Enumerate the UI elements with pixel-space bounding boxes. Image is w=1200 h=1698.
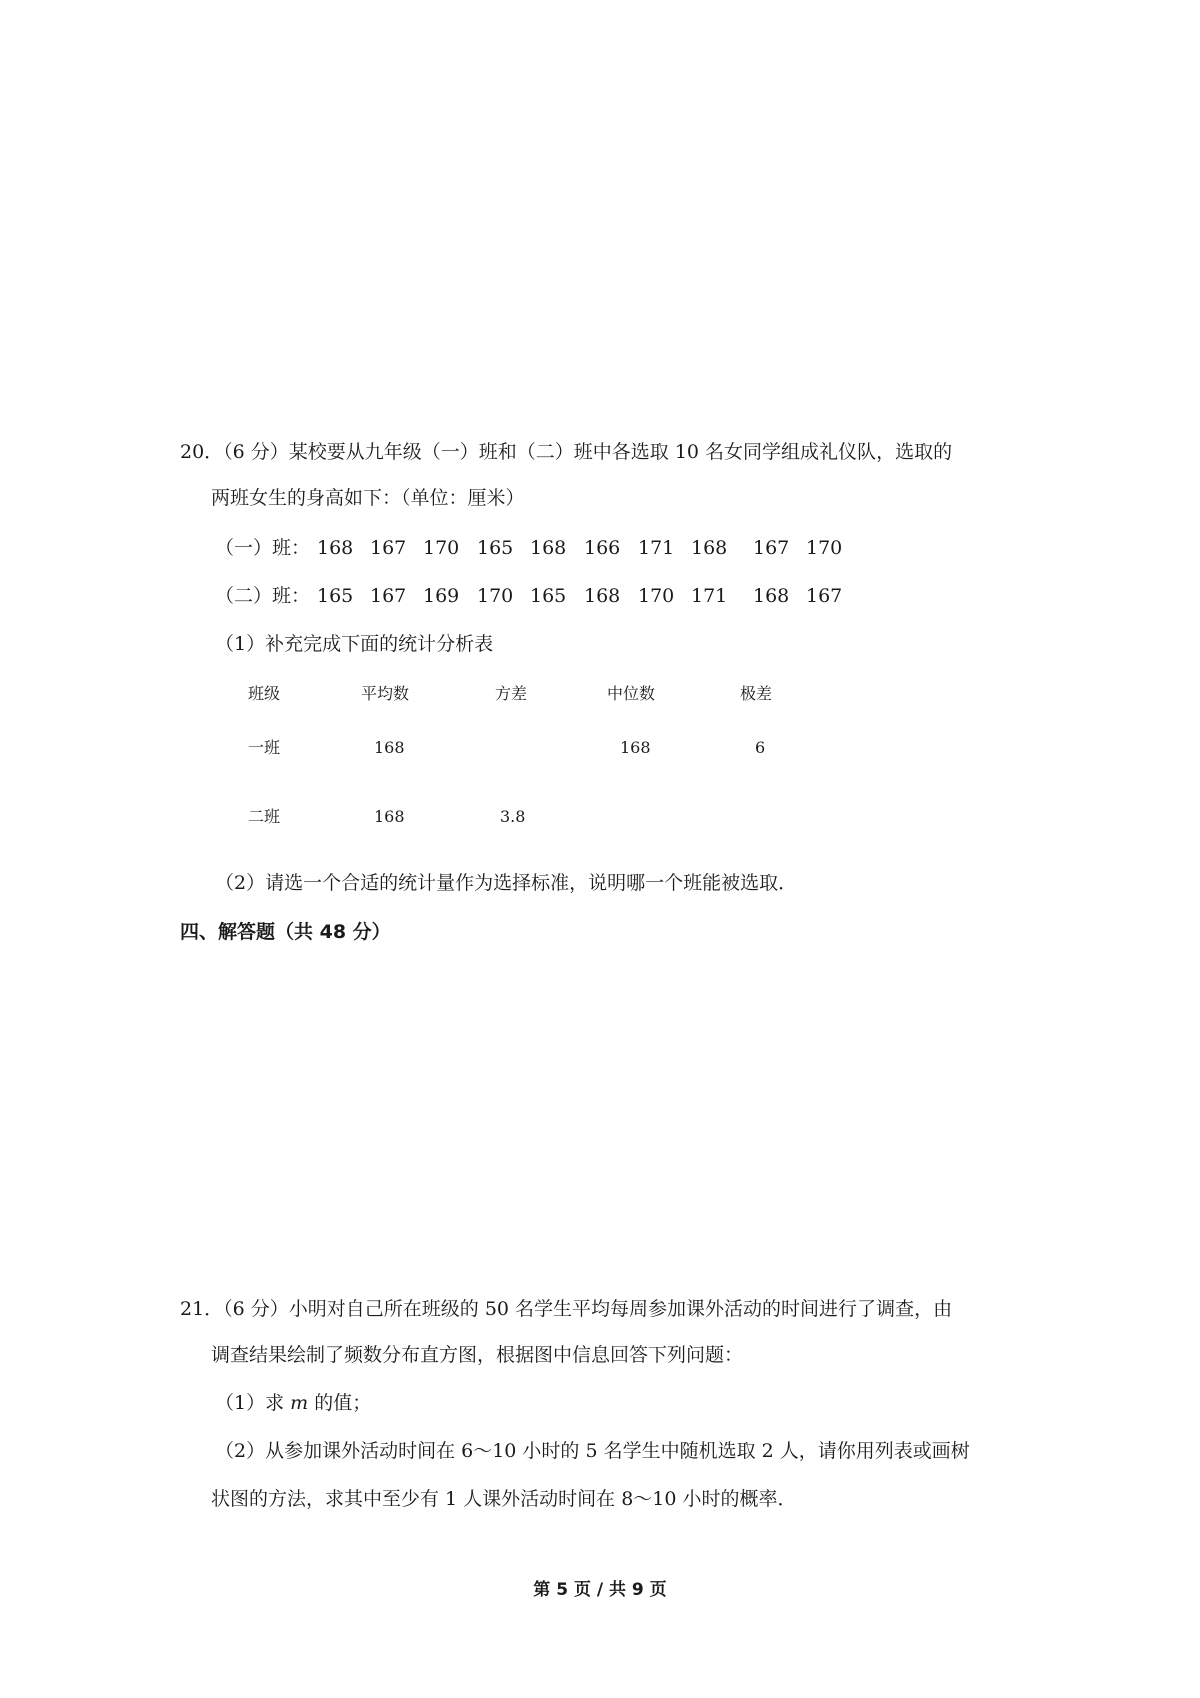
class1-value: 170 bbox=[423, 537, 460, 559]
section-heading: 四、解答题（共 48 分） bbox=[180, 921, 391, 943]
table-header: 极差 bbox=[740, 684, 773, 703]
table-cell: 168 bbox=[374, 738, 405, 757]
class1-value: 166 bbox=[584, 537, 621, 559]
class1-value: 171 bbox=[638, 537, 675, 559]
class1-value: 167 bbox=[370, 537, 407, 559]
table-cell: 168 bbox=[374, 807, 405, 826]
class2-value: 167 bbox=[370, 585, 407, 607]
q21-stem-line2: 调查结果绘制了频数分布直方图，根据图中信息回答下列问题： bbox=[211, 1344, 744, 1366]
class1-value: 168 bbox=[317, 537, 354, 559]
class1-value: 168 bbox=[530, 537, 567, 559]
table-header: 平均数 bbox=[361, 684, 410, 703]
class1-value: 165 bbox=[477, 537, 514, 559]
class2-value: 168 bbox=[584, 585, 621, 607]
class2-label: （二）班： bbox=[215, 585, 311, 607]
q21-sub1-pre: （1）求 bbox=[215, 1392, 291, 1414]
table-cell: 3.8 bbox=[500, 807, 526, 826]
table-header: 中位数 bbox=[607, 684, 656, 703]
class1-value: 170 bbox=[806, 537, 843, 559]
table-cell: 6 bbox=[755, 738, 766, 757]
q21-sub2-line1: （2）从参加课外活动时间在 6～10 小时的 5 名学生中随机选取 2 人，请你用列表或画树 bbox=[215, 1440, 970, 1462]
table-cell: 168 bbox=[620, 738, 651, 757]
q21-sub1-variable: m bbox=[290, 1392, 309, 1414]
table-header: 方差 bbox=[495, 684, 528, 703]
class2-value: 170 bbox=[638, 585, 675, 607]
class2-value: 171 bbox=[691, 585, 728, 607]
q21-stem-line1: 21．（6 分）小明对自己所在班级的 50 名学生平均每周参加课外活动的时间进行了调查，由 bbox=[180, 1298, 953, 1320]
class2-value: 170 bbox=[477, 585, 514, 607]
table-cell: 二班 bbox=[248, 807, 281, 826]
class2-value: 168 bbox=[753, 585, 790, 607]
q20-stem-line1: 20．（6 分）某校要从九年级（一）班和（二）班中各选取 10 名女同学组成礼仪队，选取的 bbox=[180, 441, 953, 463]
q21-sub2-line2: 状图的方法，求其中至少有 1 人课外活动时间在 8～10 小时的概率． bbox=[211, 1488, 797, 1510]
q21-sub1-post: 的值； bbox=[308, 1392, 372, 1414]
class2-value: 167 bbox=[806, 585, 843, 607]
class2-value: 169 bbox=[423, 585, 460, 607]
q20-sub2: （2）请选一个合适的统计量作为选择标准，说明哪一个班能被选取． bbox=[215, 872, 798, 894]
class1-value: 168 bbox=[691, 537, 728, 559]
class1-label: （一）班： bbox=[215, 537, 311, 559]
table-header: 班级 bbox=[248, 684, 281, 703]
class2-value: 165 bbox=[317, 585, 354, 607]
class1-value: 167 bbox=[753, 537, 790, 559]
q20-stem-line2: 两班女生的身高如下：（单位：厘米） bbox=[211, 487, 525, 509]
q20-sub1: （1）补充完成下面的统计分析表 bbox=[215, 633, 494, 655]
page-footer: 第 5 页 / 共 9 页 bbox=[533, 1580, 667, 1600]
class2-value: 165 bbox=[530, 585, 567, 607]
table-cell: 一班 bbox=[248, 738, 281, 757]
q21-sub1 bbox=[215, 1391, 371, 1415]
